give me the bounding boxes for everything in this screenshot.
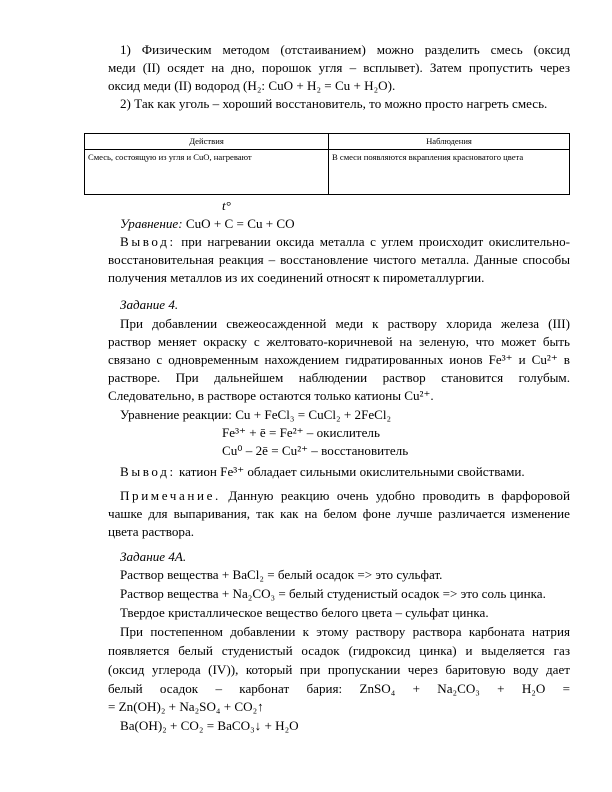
task-4-line-1: При добавлении свежеосажденной меди к раствору хлорида железа (III) [120, 316, 570, 331]
reaction-equation-line-3: Cu⁰ – 2ē = Cu²⁺ – восстановитель [222, 443, 409, 458]
table-header-observations: Наблюдения [329, 134, 570, 150]
task-4a-line-3: Твердое кристаллическое вещество белого цвета – сульфат цинка. [120, 605, 489, 620]
task-4-line-3: связано с одновременным нахождением гидратированных ионов Fe³⁺ и Cu²⁺ в [108, 352, 570, 367]
observation-table [84, 133, 570, 195]
table-cell-action: Смесь, состоящую из угля и CuO, нагревают [85, 150, 329, 195]
table-row [85, 150, 570, 195]
task-4a-line-8: = Zn(OH)₂ + Na₂SO₄ + CO₂↑ [108, 699, 264, 714]
conclusion-1-line-2: восстановительная реакция – восстановление чистого металла. Данные способы [108, 252, 570, 267]
note-line-1 [120, 488, 570, 504]
conclusion-1-label: Вывод: [120, 234, 176, 249]
conclusion-1-line-1 [120, 234, 570, 250]
task-4a-line-1: Раствор вещества + BaCl₂ = белый осадок => это сульфат. [120, 567, 443, 582]
task-4a-line-9: Ba(OH)₂ + CO₂ = BaCO₃↓ + H₂O [120, 718, 299, 733]
equation-1-label: Уравнение: [120, 216, 183, 231]
note-line-3: цвета раствора. [108, 524, 195, 539]
note-label: Примечание. [120, 488, 221, 503]
reaction-equation-line-2: Fe³⁺ + ē = Fe²⁺ – окислитель [222, 425, 380, 440]
conclusion-2-text: катион Fe³⁺ обладает сильными окислительными свойствами. [175, 464, 525, 479]
task-4-line-2: раствор меняет окраску с желтовато-коричневой на зеленую, что может быть [108, 334, 570, 349]
table-header-actions: Действия [85, 134, 329, 150]
equation-1-text: CuO + C = Cu + CO [185, 216, 295, 231]
paragraph-2: 2) Так как уголь – хороший восстановитель, то можно просто нагреть смесь. [120, 96, 548, 111]
task-4a-line-2: Раствор вещества + Na₂CO₃ = белый студенистый осадок => это соль цинка. [120, 586, 546, 601]
task-4-title: Задание 4. [120, 297, 179, 312]
task-4a-title: Задание 4А. [120, 549, 187, 564]
paragraph-1-line-3: оксид меди (II) водород (H₂: CuO + H₂ = Cu + H₂O). [108, 78, 396, 93]
conclusion-2 [120, 464, 570, 480]
task-4a-line-5: появляется белый студенистый осадок (гидроксид цинка) и выделяется газ [108, 643, 570, 658]
task-4-line-4: растворе. При дальнейшем наблюдении раствор становится голубым. [108, 370, 570, 385]
conclusion-2-label: Вывод: [120, 464, 176, 479]
conclusion-1-line-3: получения металлов из их соединений относят к пирометаллургии. [108, 270, 485, 285]
table-cell-observation: В смеси появляются вкрапления красноватого цвета [329, 150, 570, 195]
equation-1 [120, 216, 570, 232]
task-4a-line-4: При постепенном добавлении к этому раствору раствора карбоната натрия [120, 624, 570, 639]
task-4a-line-7: белый осадок – карбонат бария: ZnSO₄ + Na₂CO₃ + H₂O = [108, 681, 570, 696]
task-4-line-5: Следовательно, в растворе остаются только катионы Cu²⁺. [108, 388, 434, 403]
task-4a-line-6: (оксид углерода (IV)), который при пропускании через баритовую воду дает [108, 662, 570, 677]
paragraph-1-line-2: меди (II) осядет на дно, порошок угля – всплывет). Затем пропустить через [108, 60, 570, 75]
paragraph-1-line-1: 1) Физическим методом (отстаиванием) можно разделить смесь (оксид [120, 42, 570, 57]
note-line-2: чашке для выпаривания, так как на белом фоне лучше различается изменение [108, 506, 570, 521]
note-text: Данную реакцию очень удобно проводить в фарфоровой [220, 488, 570, 503]
reaction-equation-line-1: Уравнение реакции: Cu + FeCl₃ = CuCl₂ + 2FeCl₂ [120, 407, 392, 422]
table-header-row [85, 134, 570, 150]
temperature-mark: t° [222, 198, 231, 213]
conclusion-1-text: при нагревании оксида металла с углем происходит окислительно- [175, 234, 570, 249]
